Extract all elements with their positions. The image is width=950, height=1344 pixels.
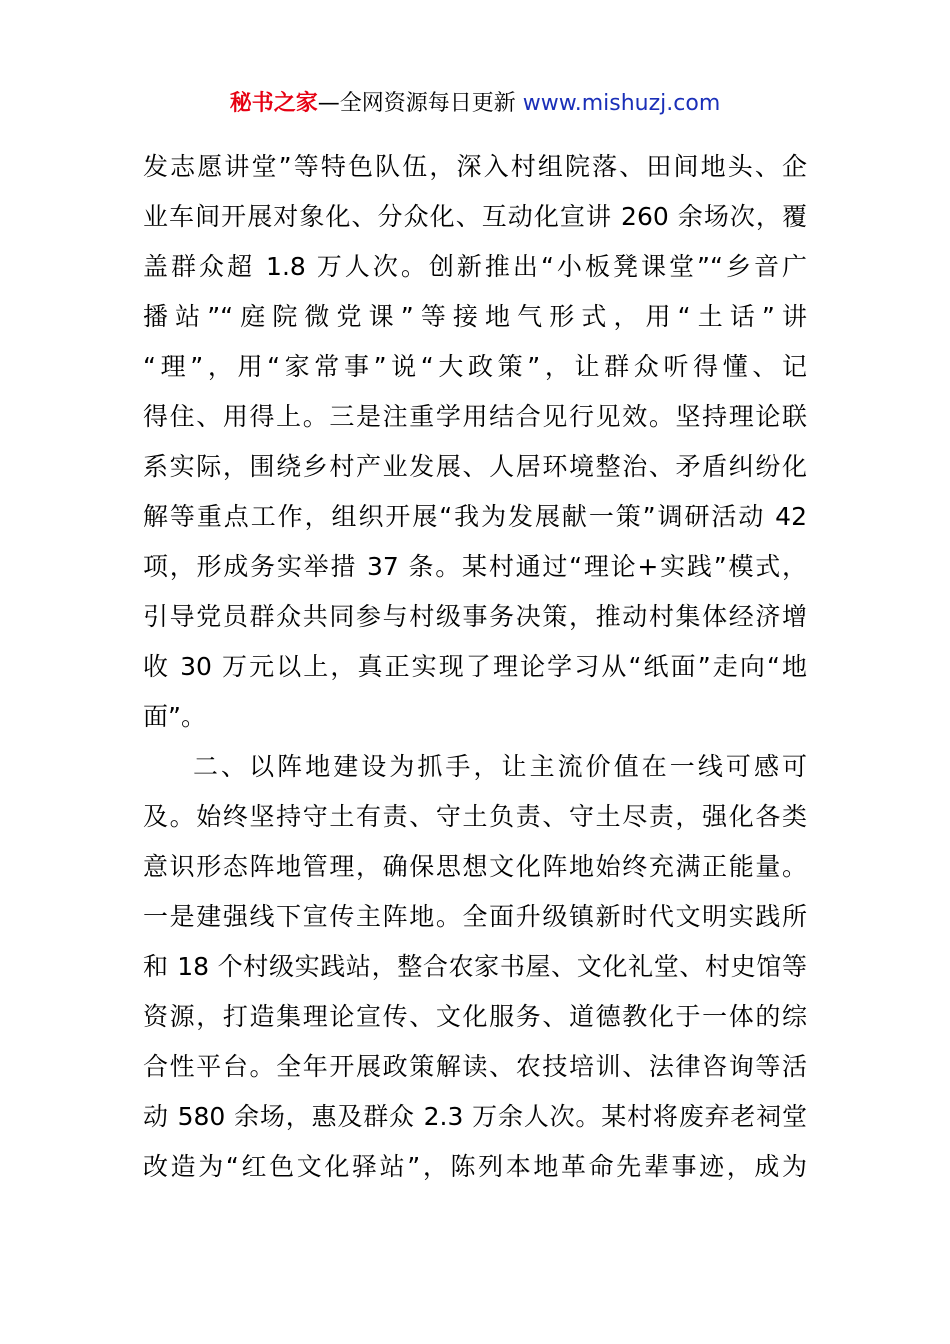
text-line: 盖群众超 1.8 万人次。创新推出“小板凳课堂”“乡音广 xyxy=(143,252,807,281)
text-line: 动 580 余场，惠及群众 2.3 万余人次。某村将废弃老祠堂 xyxy=(143,1102,807,1131)
text-line: 发志愿讲堂”等特色队伍，深入村组院落、田间地头、企 xyxy=(143,152,807,181)
text-line: 一是建强线下宣传主阵地。全面升级镇新时代文明实践所 xyxy=(143,902,807,931)
text-line: 面”。 xyxy=(143,702,206,731)
site-url-link[interactable]: www.mishuzj.com xyxy=(522,91,721,116)
page-header xyxy=(0,88,950,120)
text-line: 资源，打造集理论宣传、文化服务、道德教化于一体的综 xyxy=(143,1002,807,1031)
text-line: 及。始终坚持守土有责、守土负责、守土尽责，强化各类 xyxy=(143,802,807,831)
text-line: 解等重点工作，组织开展“我为发展献一策”调研活动 42 xyxy=(143,502,807,531)
header-tagline: —全网资源每日更新 xyxy=(317,91,516,116)
brand-name: 秘书之家 xyxy=(229,91,318,116)
text-line: 和 18 个村级实践站，整合农家书屋、文化礼堂、村史馆等 xyxy=(143,952,807,981)
text-line: 系实际，围绕乡村产业发展、人居环境整治、矛盾纠纷化 xyxy=(143,452,807,481)
text-line: 意识形态阵地管理，确保思想文化阵地始终充满正能量。 xyxy=(143,852,807,881)
text-line: 播站”“庭院微党课”等接地气形式，用“土话”讲 xyxy=(143,302,807,331)
text-line: 业车间开展对象化、分众化、互动化宣讲 260 余场次，覆 xyxy=(143,202,807,231)
text-line: “理”，用“家常事”说“大政策”，让群众听得懂、记 xyxy=(143,352,807,381)
text-line: 收 30 万元以上，真正实现了理论学习从“纸面”走向“地 xyxy=(143,652,807,681)
section-heading-line: 二、以阵地建设为抓手，让主流价值在一线可感可 xyxy=(193,752,807,781)
text-line: 得住、用得上。三是注重学用结合见行见效。坚持理论联 xyxy=(143,402,807,431)
text-line: 项，形成务实举措 37 条。某村通过“理论+实践”模式， xyxy=(143,552,807,581)
text-line: 合性平台。全年开展政策解读、农技培训、法律咨询等活 xyxy=(143,1052,807,1081)
text-line: 引导党员群众共同参与村级事务决策，推动村集体经济增 xyxy=(143,602,807,631)
text-line: 改造为“红色文化驿站”，陈列本地革命先辈事迹，成为 xyxy=(143,1152,807,1181)
document-body xyxy=(143,142,807,1192)
